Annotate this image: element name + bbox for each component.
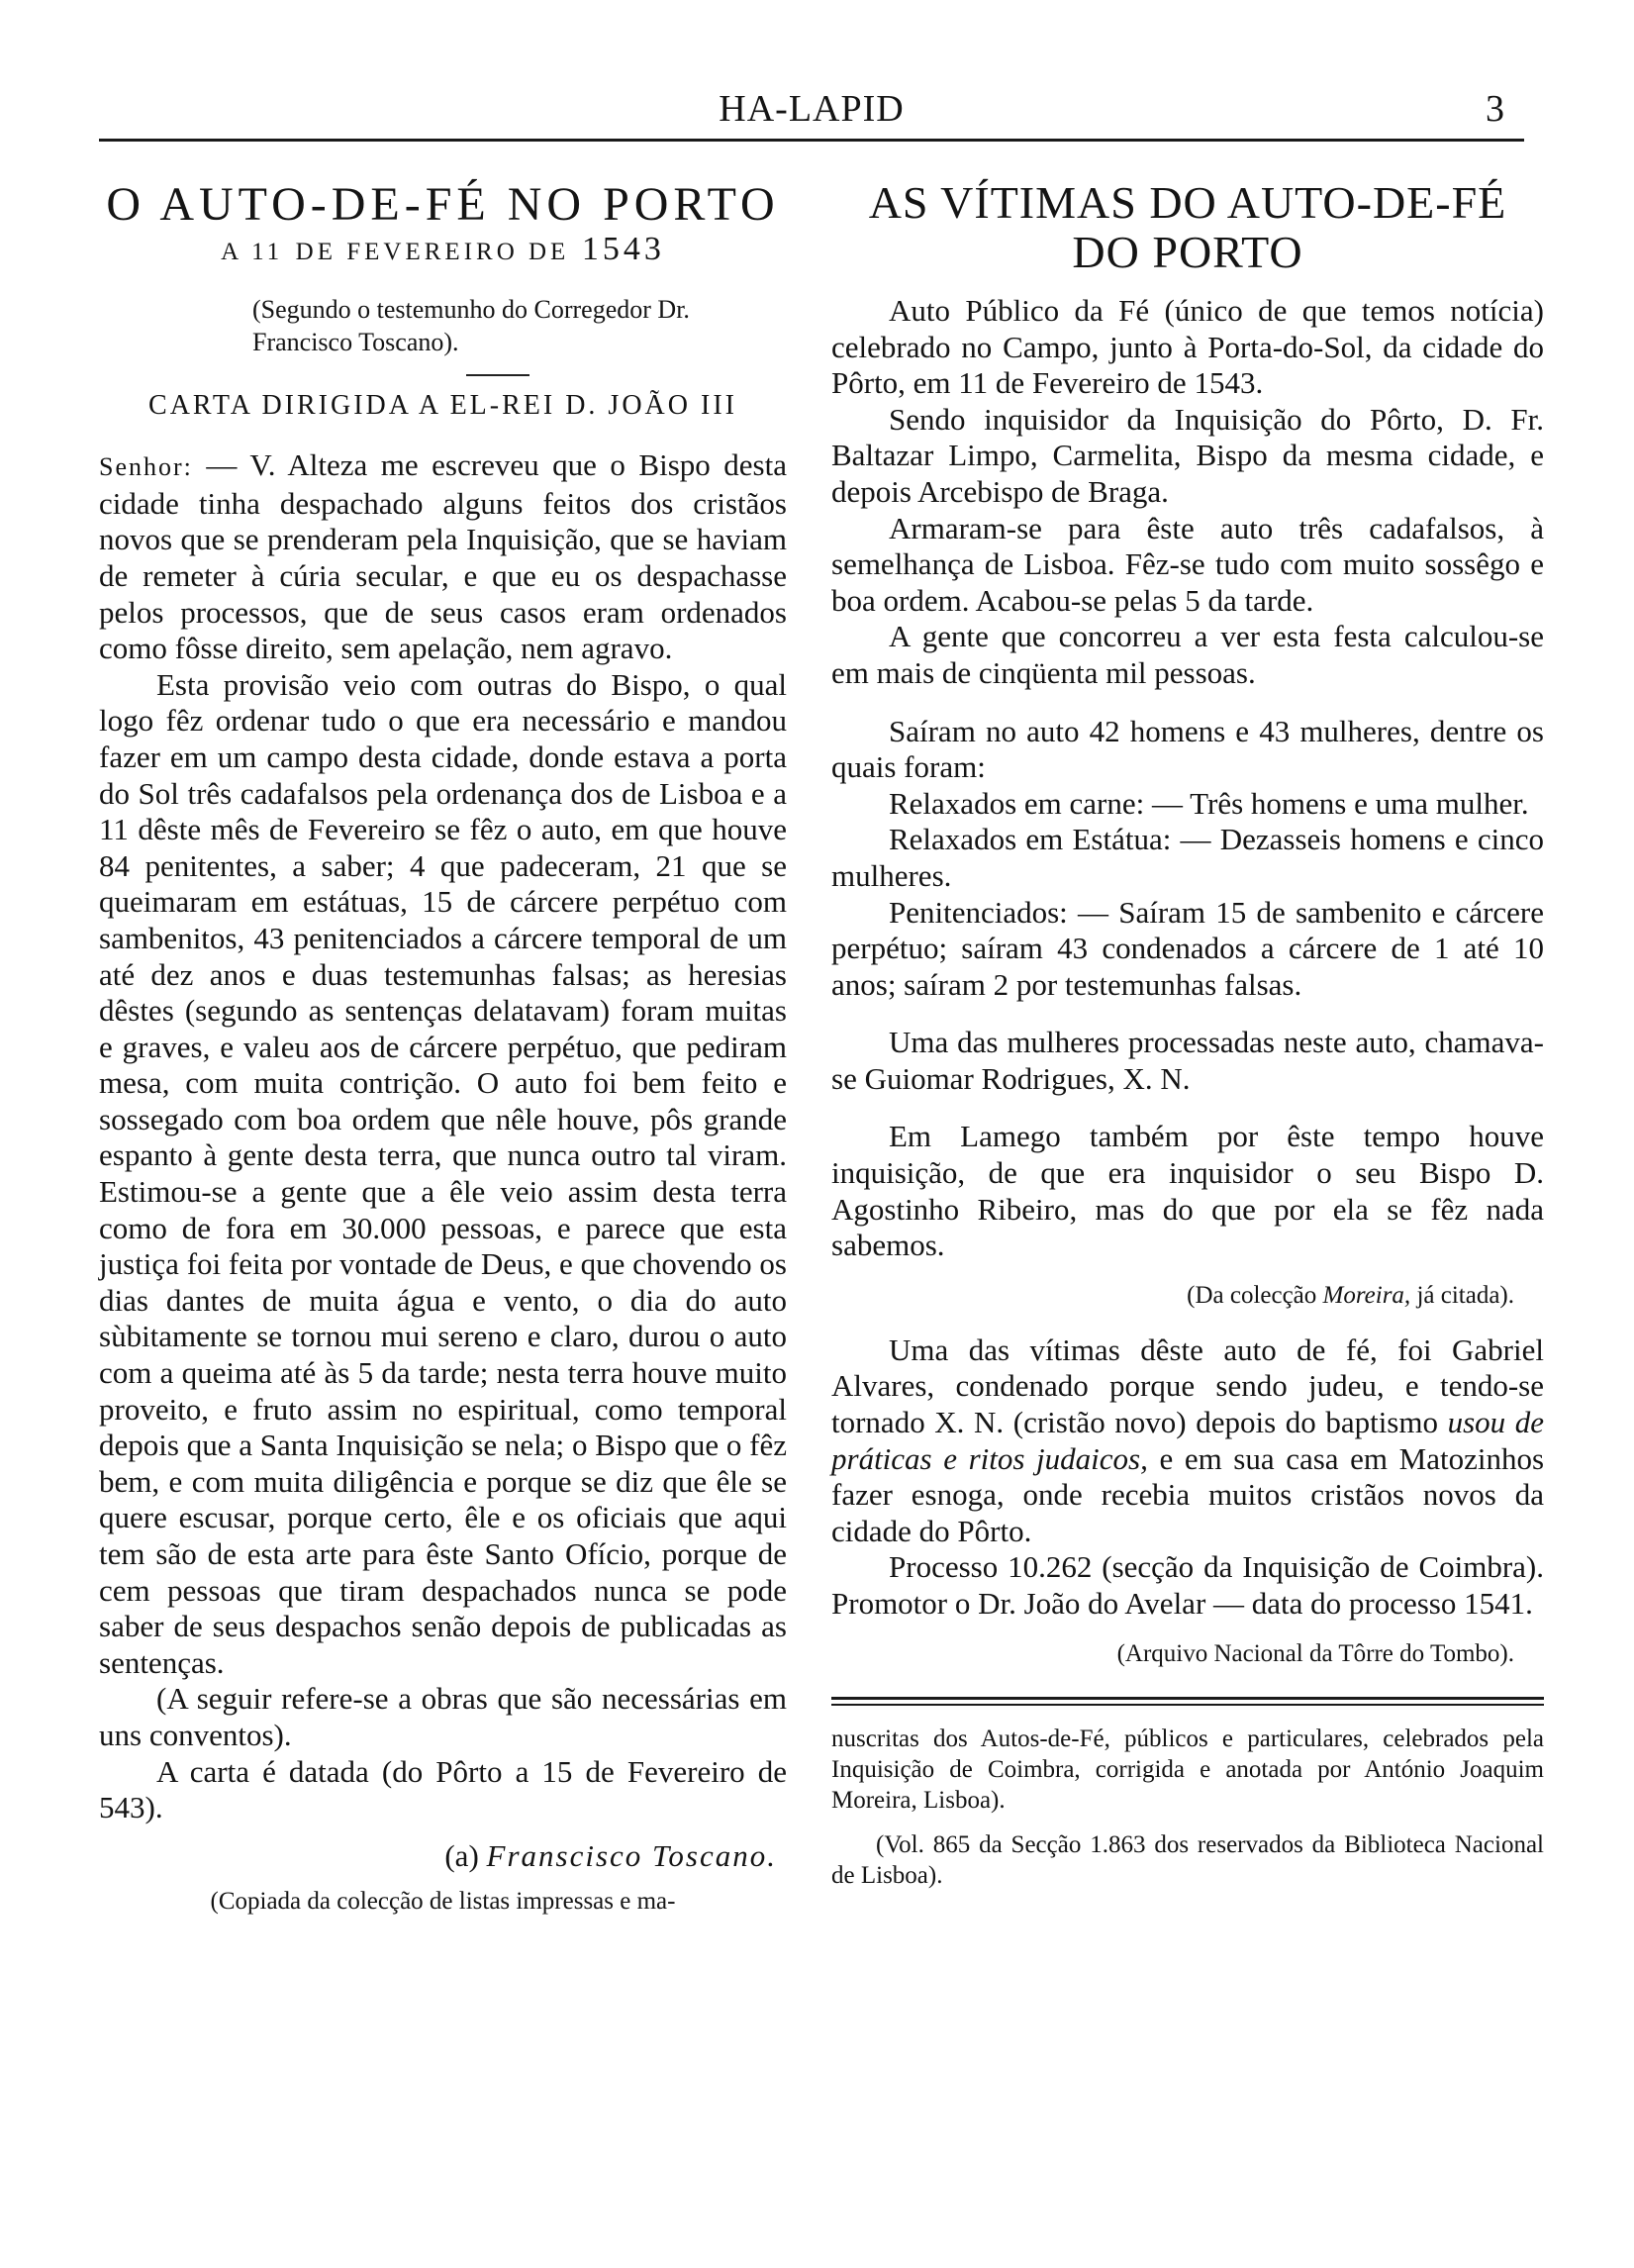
header-rule (99, 139, 1524, 142)
article-headline-right-line1: AS VÍTIMAS DO AUTO-DE-FÉ (868, 177, 1507, 228)
footnote-2: (Vol. 865 da Secção 1.863 dos reservados da Biblioteca Nacional de Lisboa). (831, 1830, 1544, 1889)
copy-note: (Copiada da colecção de listas impressas e ma- (210, 1888, 676, 1916)
signature-prefix: (a) (444, 1837, 479, 1873)
right-column (831, 178, 1544, 1891)
right-paragraph-8 (831, 1332, 1544, 1550)
article-headline-right-line2: DO PORTO (1072, 227, 1303, 277)
relaxados-carne: Relaxados em carne: — Três homens e uma mulher. (889, 785, 1529, 821)
letter-paragraph-1 (99, 447, 787, 667)
right-paragraph-2: Sendo inquisidor da Inquisição do Pôrto, D. Fr. Baltazar Limpo, Carmelita, Bispo da mesma cidade, e depois Arcebispo de Braga. (831, 401, 1544, 509)
source-note: (Segundo o testemunho do Corregedor Dr. Francisco Toscano). (252, 294, 690, 356)
penitenciados: Penitenciados: — Saíram 15 de sambenito e cárcere perpétuo; saíram 43 condenados a cárcere de 1 até 10 anos; saíram 2 por testemunhas falsas. (831, 894, 1544, 1002)
relaxados-estatua: Relaxados em Estátua: — Dezasseis homens e cinco mulheres. (831, 822, 1544, 893)
letter-paragraph-4: A carta é datada (do Pôrto a 15 de Fevereiro de 543). (99, 1753, 787, 1825)
source-note-arquivo: (Arquivo Nacional da Tôrre do Tombo). (1116, 1639, 1514, 1667)
left-column (99, 178, 787, 1917)
article-date (99, 232, 787, 271)
right-paragraph-6: Uma das mulheres processadas neste auto, chamava-se Guiomar Rodrigues, X. N. (831, 1025, 1544, 1096)
date-year: 1543 (581, 231, 665, 267)
paragraph-8-a: Uma das vítimas dêste auto de fé, foi Gabriel Alvares, condenado porque sendo judeu, e tendo-se tornado X. N. (cristão novo) depois do baptismo (831, 1331, 1544, 1440)
signature (99, 1838, 787, 1875)
date-small: DE FEVEREIRO DE (295, 239, 570, 265)
right-paragraph-9: Processo 10.262 (secção da Inquisição de Coimbra). Promotor o Dr. João do Avelar — data do processo 1541. (831, 1549, 1544, 1621)
note-1-suffix: já citada). (1416, 1281, 1514, 1309)
article-headline-left: O AUTO-DE-FÉ NO PORTO (106, 178, 780, 231)
letter-paragraph-3: (A seguir refere-se a obras que são necessárias em uns conventos). (99, 1681, 787, 1752)
page-number: 3 (1486, 88, 1504, 130)
running-title: HA-LAPID (719, 88, 905, 130)
right-paragraph-3: Armaram-se para êste auto três cadafalsos, à semelhança de Lisboa. Fêz-se tudo com muito sossêgo e boa ordem. Acabou-se pelas 5 da tarde. (831, 510, 1544, 618)
double-rule (831, 1697, 1544, 1706)
source-note-moreira (831, 1280, 1544, 1311)
paragraph-8-italic: usou de práticas e ritos judaicos, (831, 1405, 1544, 1476)
right-paragraph-4: A gente que concorreu a ver esta festa calculou-se em mais de cinqüenta mil pessoas. (831, 619, 1544, 690)
date-prefix: A 11 (221, 239, 284, 265)
signature-name: Franscisco Toscano. (486, 1837, 777, 1873)
letter-paragraph-1-text: — V. Alteza me escreveu que o Bispo desta cidade tinha despachado alguns feitos dos cristãos novos que se prenderam pela Inquisição, que se haviam de remeter à cúria secular, e que eu os despachasse pelos processos, que de seus casos eram ordenados como fôsse direito, sem apelação, nem agravo. (99, 447, 787, 666)
letter-title: CARTA DIRIGIDA A EL-REI D. JOÃO III (148, 389, 737, 421)
page-header (99, 87, 1524, 143)
note-1-italic: Moreira, (1322, 1281, 1411, 1309)
right-paragraph-1: Auto Público da Fé (único de que temos notícia) celebrado no Campo, junto à Porta-do-Sol, da cidade do Pôrto, em 11 de Fevereiro de 1543. (831, 293, 1544, 401)
paragraph-8-b: e em sua casa em Matozinhos fazer esnoga, onde recebia muitos cristãos novos da cidade do Pôrto. (831, 1440, 1545, 1548)
note-1-prefix: (Da colecção (1187, 1281, 1317, 1309)
right-paragraph-7: Em Lamego também por êste tempo houve inquisição, de que era inquisidor o seu Bispo D. Agostinho Ribeiro, mas do que por ela se fêz nada sabemos. (831, 1119, 1544, 1263)
right-paragraph-5: Saíram no auto 42 homens e 43 mulheres, dentre os quais foram: (831, 713, 1544, 785)
letter-paragraph-2: Esta provisão veio com outras do Bispo, o qual logo fêz ordenar tudo o que era necessário e mandou fazer em um campo desta cidade, donde estava a porta do Sol três cadafalsos pela ordenança dos de Lisboa e a 11 dêste mês de Fevereiro se fêz o auto, em que houve 84 penitentes, a saber; 4 que padeceram, 21 que se queimaram em estátuas, 15 de cárcere perpétuo com sambenitos, 43 penitenciados a cárcere temporal de um até dez anos e duas testemunhas falsas; as heresias dêstes (segundo as sentenças delatavam) foram muitas e graves, e valeu aos de cárcere perpétuo, que pediram mesa, com muita contrição. O auto foi bem feito e sossegado com boa ordem que nêle houve, pôs grande espanto à gente desta terra, que nunca outro tal viram. Estimou-se a gente que a êle veio assim desta terra como de fora em 30.000 pessoas, e parece que esta justiça foi feita por vontade de Deus, e que chovendo os dias dantes de muita água e vento, o dia do auto sùbitamente se tornou mui sereno e claro, durou o auto com a queima até às 5 da tarde; nesta terra houve muito proveito, e fruto assim no espiritual, como temporal depois que a Santa Inquisição se nela; o Bispo que o fêz bem, e com muita diligência e porque se diz que êle se quere escusar, porque certo, êle e os oficiais que aqui tem são de esta arte para êste Santo Ofício, porque de cem pessoas que tiram despachados nunca se pode saber de seus despachos senão depois de publicadas as sentenças. (99, 666, 787, 1680)
short-divider (466, 374, 529, 376)
footnote-1: nuscritas dos Autos-de-Fé, públicos e particulares, celebrados pela Inquisição de Coimbra, corrigida e anotada por António Joaquim Moreira, Lisboa). (831, 1725, 1544, 1814)
salutation: Senhor: (99, 452, 193, 482)
